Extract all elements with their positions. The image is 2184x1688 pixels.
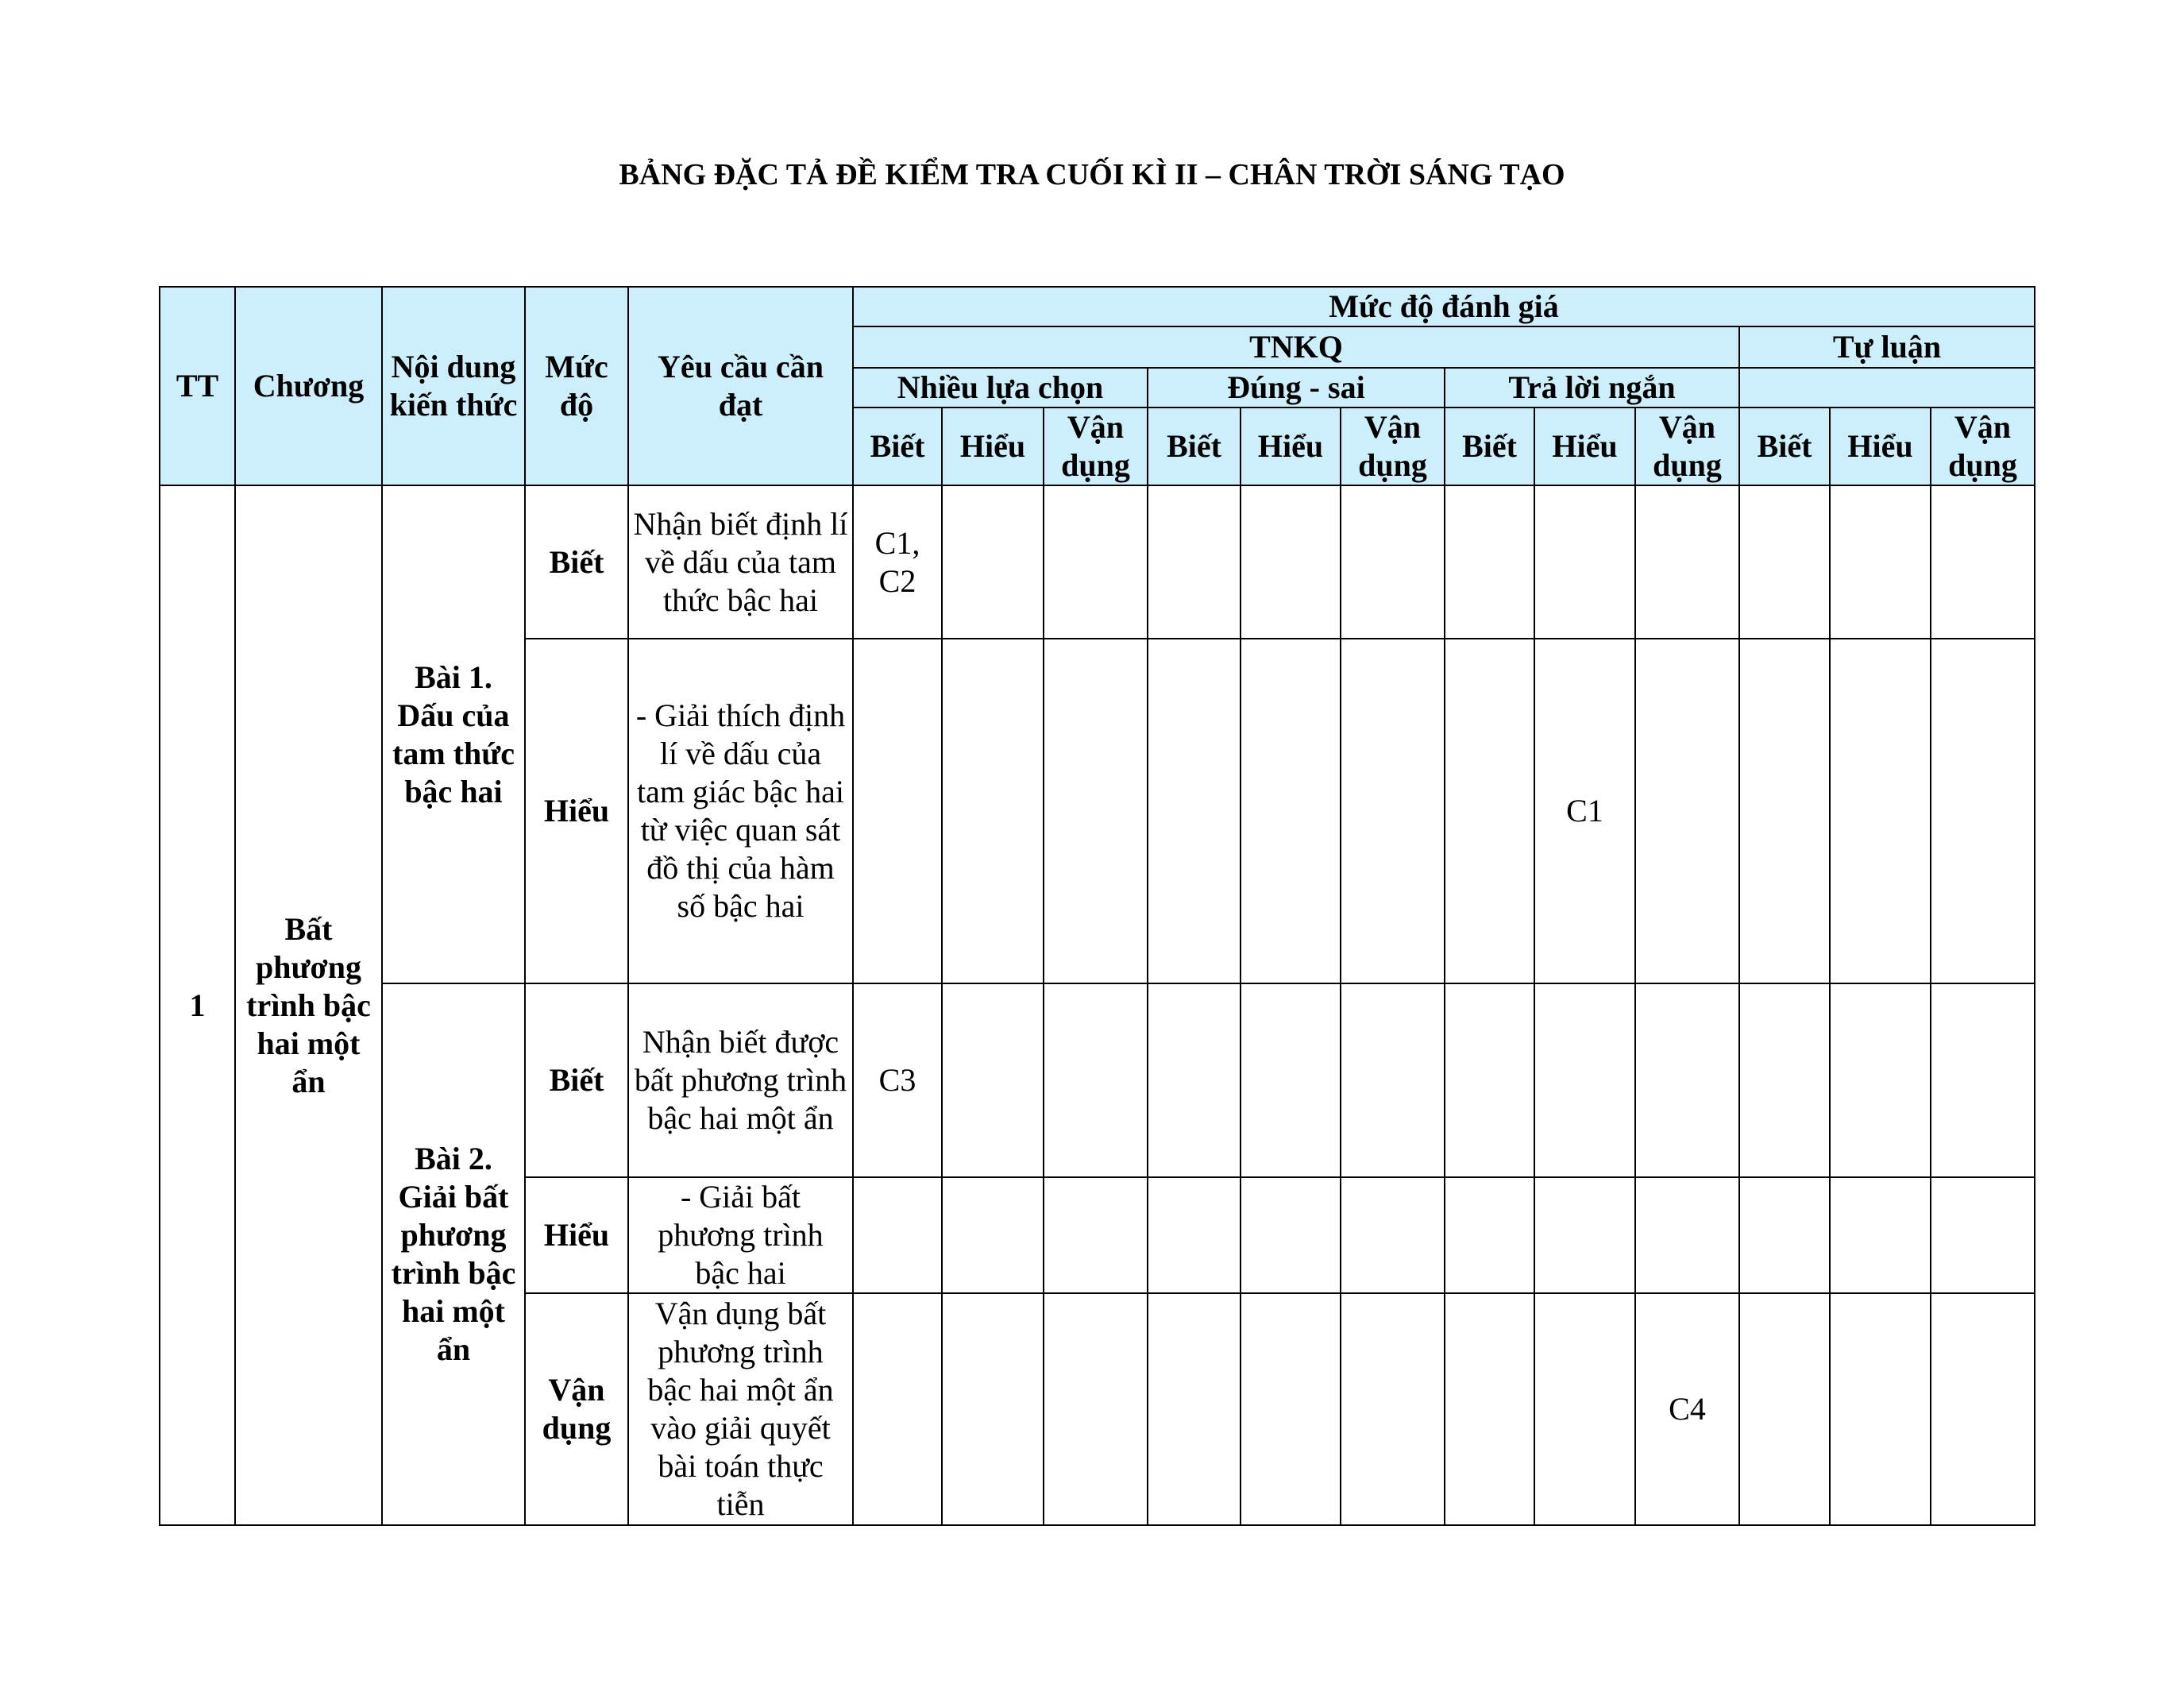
cell-level: Hiểu [525,639,628,983]
header-muc-do-danh-gia: Mức độ đánh giá [853,287,2035,326]
table-row [160,485,2035,639]
cell-value [1445,639,1534,983]
cell-level: Biết [525,485,628,639]
cell-value [1445,485,1534,639]
cell-value [1830,1177,1931,1293]
cell-value [1044,983,1148,1177]
cell-value [1341,1293,1445,1525]
cell-bai-1: Bài 1. Dấu của tam thức bậc hai [382,485,525,983]
cell-value [1830,485,1931,639]
cell-value [1739,1177,1830,1293]
cell-value [1635,983,1739,1177]
header-level: Biết [1739,408,1830,485]
header-dung-sai: Đúng - sai [1148,368,1445,408]
header-level: Vận dụng [1635,408,1739,485]
cell-value [1241,983,1341,1177]
cell-value [853,1293,942,1525]
cell-value: C3 [853,983,942,1177]
cell-value [942,1293,1044,1525]
cell-value [1241,1293,1341,1525]
cell-value [1445,1293,1534,1525]
cell-value [1830,1293,1931,1525]
cell-value [1635,1177,1739,1293]
cell-value [1044,639,1148,983]
header-tu-luan-blank [1739,368,2035,408]
cell-value [1341,639,1445,983]
cell-value [853,1177,942,1293]
cell-level: Vận dụng [525,1293,628,1525]
cell-value [942,639,1044,983]
header-level: Vận dụng [1341,408,1445,485]
cell-requirement: - Giải thích định lí về dấu của tam giác bậc hai từ việc quan sát đồ thị của hàm số bậc hai [628,639,853,983]
cell-value [1241,639,1341,983]
cell-value [942,983,1044,1177]
cell-value [853,639,942,983]
cell-value [1241,485,1341,639]
cell-requirement: Nhận biết định lí về dấu của tam thức bậc hai [628,485,853,639]
cell-value [1931,485,2035,639]
cell-value [1148,1177,1241,1293]
header-level: Biết [1445,408,1534,485]
cell-value [1931,1177,2035,1293]
header-level: Vận dụng [1931,408,2035,485]
header-level: Biết [853,408,942,485]
cell-requirement: Vận dụng bất phương trình bậc hai một ẩn vào giải quyết bài toán thực tiễn [628,1293,853,1525]
cell-value [1148,983,1241,1177]
cell-value [1830,639,1931,983]
cell-value [1534,1177,1635,1293]
cell-value [1241,1177,1341,1293]
cell-value [1148,1293,1241,1525]
cell-value [1931,639,2035,983]
cell-value [1635,639,1739,983]
cell-value [1830,983,1931,1177]
header-tnkq: TNKQ [853,326,1739,368]
cell-chuong: Bất phương trình bậc hai một ẩn [235,485,382,1525]
cell-value [1341,485,1445,639]
header-level: Hiểu [942,408,1044,485]
header-yeu-cau: Yêu cầu cần đạt [628,287,853,485]
cell-value [1739,485,1830,639]
header-level: Vận dụng [1044,408,1148,485]
header-tt: TT [160,287,235,485]
header-noi-dung: Nội dung kiến thức [382,287,525,485]
cell-value [1739,1293,1830,1525]
cell-value: C1, C2 [853,485,942,639]
cell-value [1044,1177,1148,1293]
header-chuong: Chương [235,287,382,485]
cell-value [1739,983,1830,1177]
header-nhieu-lua-chon: Nhiều lựa chọn [853,368,1148,408]
cell-level: Hiểu [525,1177,628,1293]
cell-requirement: - Giải bất phương trình bậc hai [628,1177,853,1293]
cell-level: Biết [525,983,628,1177]
cell-value [1534,1293,1635,1525]
header-level: Hiểu [1830,408,1931,485]
cell-value [1534,485,1635,639]
header-level: Biết [1148,408,1241,485]
document-title: BẢNG ĐẶC TẢ ĐỀ KIỂM TRA CUỐI KÌ II – CHÂN TRỜI SÁNG TẠO [619,158,1565,191]
cell-tt: 1 [160,485,235,1525]
cell-value [1148,485,1241,639]
cell-value [1341,983,1445,1177]
cell-value [1931,1293,2035,1525]
header-tra-loi-ngan: Trả lời ngắn [1445,368,1739,408]
cell-requirement: Nhận biết được bất phương trình bậc hai một ẩn [628,983,853,1177]
cell-value [1534,983,1635,1177]
header-tu-luan: Tự luận [1739,326,2035,368]
cell-value [1635,485,1739,639]
specification-table [159,286,2035,1526]
cell-value [1445,1177,1534,1293]
header-level: Hiểu [1534,408,1635,485]
cell-bai-2: Bài 2. Giải bất phương trình bậc hai một ẩn [382,983,525,1525]
cell-value: C4 [1635,1293,1739,1525]
cell-value [1148,639,1241,983]
cell-value [1044,1293,1148,1525]
cell-value [1445,983,1534,1177]
cell-value [942,485,1044,639]
cell-value [942,1177,1044,1293]
header-level: Hiểu [1241,408,1341,485]
table-row [160,983,2035,1177]
cell-value [1341,1177,1445,1293]
cell-value [1739,639,1830,983]
cell-value [1931,983,2035,1177]
header-muc-do: Mức độ [525,287,628,485]
cell-value [1044,485,1148,639]
cell-value: C1 [1534,639,1635,983]
